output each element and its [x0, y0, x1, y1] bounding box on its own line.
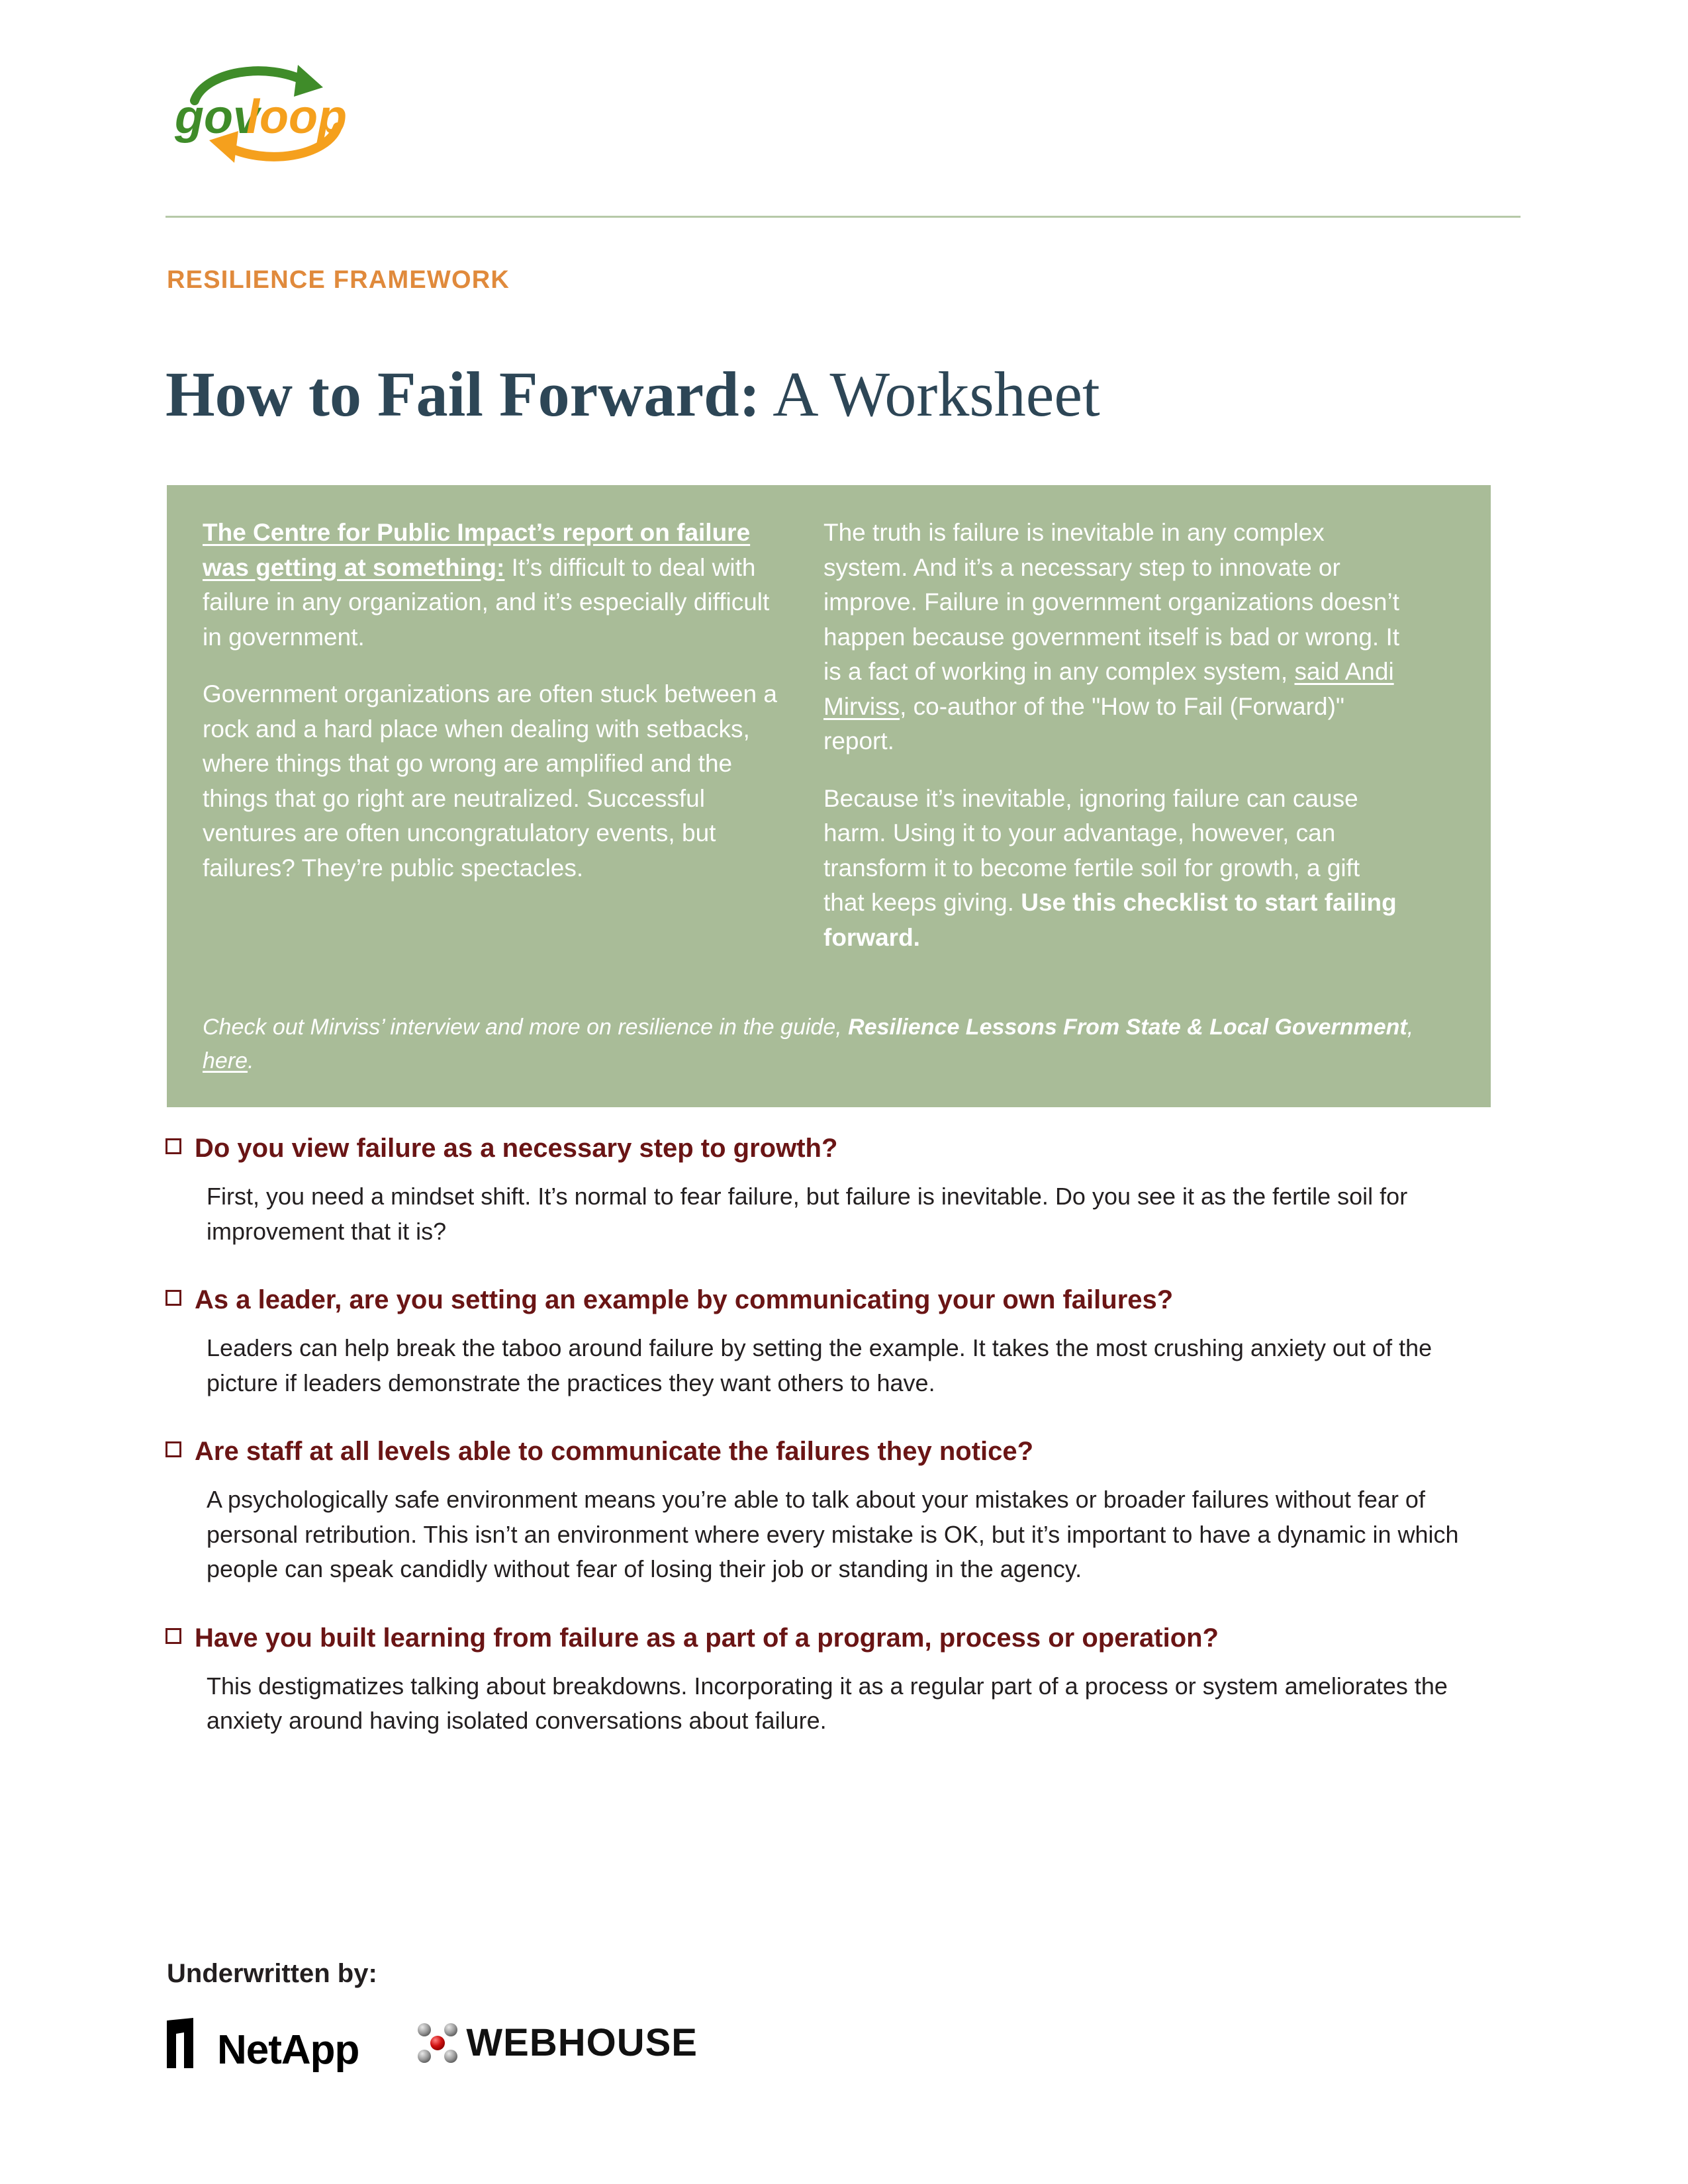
intro-callout-box [167, 485, 1491, 1107]
checklist-item-header[interactable] [165, 1621, 1496, 1655]
callout-columns [203, 516, 1455, 955]
govloop-logo-svg [167, 58, 365, 171]
checklist-item-header[interactable] [165, 1132, 1496, 1165]
checklist-item-question: Have you built learning from failure as a part of a program, process or operation? [195, 1623, 1219, 1653]
checklist-item [165, 1621, 1496, 1739]
underwritten-label: Underwritten by: [167, 1959, 377, 1988]
govloop-logo-gov: gov [175, 91, 260, 144]
checklist-item-body: This destigmatizes talking about breakdowns. Incorporating it as a regular part of a process or system ameliorates the anxiety around having isolated conversations about failure. [207, 1672, 1448, 1735]
checklist-item-body: A psychologically safe environment means you’re able to talk about your mistakes or broader failures without fear of personal retribution. This isn’t an environment where every mistake is OK, but it’s important to have a dynamic in which people can speak candidly without fear of losing their job or standing in the agency. [207, 1486, 1459, 1583]
page-title-bold: How to Fail Forward: [165, 359, 761, 430]
callout-right-paragraph-1-a: The truth is failure is inevitable in any complex system. And it’s a necessary step to innovate or improve. Failure in government organizations doesn’t happen because government itself is bad or wrong. It is a fact of working in any complex system, [823, 519, 1400, 686]
checklist-item [165, 1435, 1496, 1587]
checklist-item [165, 1132, 1496, 1249]
page-title [165, 360, 1100, 429]
govloop-logo[interactable] [167, 58, 365, 171]
callout-left-paragraph-2: Government organizations are often stuck between a rock and a hard place when dealing with setbacks, where things that go wrong are amplified and the things that go right are neutralized. Successful ventures are often uncongratulatory events, but failures? They’re public spectacles. [203, 680, 777, 882]
callout-footnote [203, 1011, 1455, 1078]
callout-footnote-here-link[interactable]: here [203, 1048, 248, 1073]
callout-right-paragraph-2 [823, 782, 1406, 956]
checklist-item-body: First, you need a mindset shift. It’s normal to fear failure, but failure is inevitable. Do you see it as the fertile soil for improvement that it is? [207, 1183, 1408, 1245]
checklist-item-body: Leaders can help break the taboo around failure by setting the example. It takes the most crushing anxiety out of the picture if leaders demonstrate the practices they want others to have. [207, 1334, 1432, 1396]
callout-left-paragraph-1 [203, 516, 785, 655]
andi-mirviss-link[interactable]: said Andi Mirviss [823, 658, 1394, 720]
callout-call-to-action: Use this checklist to start failing forward. [823, 889, 1397, 951]
callout-right-paragraph-1 [823, 516, 1406, 759]
checkbox-icon[interactable] [165, 1290, 181, 1306]
webhouse-logo[interactable] [416, 2021, 698, 2065]
callout-right-paragraph-1-b: , co-author of the "How to Fail (Forward)" report. [823, 692, 1345, 755]
netapp-logo[interactable] [167, 2018, 359, 2073]
netapp-logo-mark [167, 2018, 212, 2068]
callout-footnote-guide-title: Resilience Lessons From State & Local Government [848, 1015, 1407, 1040]
eyebrow-label: RESILIENCE FRAMEWORK [167, 266, 510, 294]
checklist-item-question: Are staff at all levels able to communicate the failures they notice? [195, 1437, 1034, 1467]
checklist-item-header[interactable] [165, 1283, 1496, 1316]
callout-footnote-a: Check out Mirviss’ interview and more on resilience in the guide, [203, 1015, 849, 1040]
checklist-item [165, 1283, 1496, 1400]
checkbox-icon[interactable] [165, 1138, 181, 1154]
checkbox-icon[interactable] [165, 1628, 181, 1644]
checkbox-icon[interactable] [165, 1441, 181, 1457]
netapp-wordmark: NetApp [217, 2027, 359, 2073]
checklist-item-question: Do you view failure as a necessary step to growth? [195, 1134, 838, 1163]
page-title-regular: A Worksheet [760, 359, 1100, 430]
checklist [165, 1132, 1496, 1773]
sponsor-logos [167, 2018, 1491, 2073]
webhouse-wordmark: WEBHOUSE [466, 2021, 698, 2064]
callout-left-column [203, 516, 785, 955]
footer [167, 1959, 1491, 2073]
callout-footnote-c: . [248, 1048, 254, 1073]
callout-right-column [823, 516, 1406, 955]
callout-footnote-b: , [1407, 1015, 1414, 1040]
govloop-logo-loop: loop [246, 91, 347, 144]
webhouse-logo-mark [416, 2021, 459, 2065]
cpi-report-link[interactable]: The Centre for Public Impact’s report on failure was getting at something: [203, 519, 751, 581]
checklist-item-header[interactable] [165, 1435, 1496, 1468]
callout-right-paragraph-2-a: Because it’s inevitable, ignoring failure can cause harm. Using it to your advantage, however, can transform it to become fertile soil for growth, a gift that keeps giving. [823, 784, 1360, 917]
checklist-item-question: As a leader, are you setting an example by communicating your own failures? [195, 1285, 1174, 1315]
header-divider [165, 216, 1521, 218]
callout-left-paragraph-1-rest: It’s difficult to deal with failure in any organization, and it’s especially difficult in government. [203, 553, 770, 651]
